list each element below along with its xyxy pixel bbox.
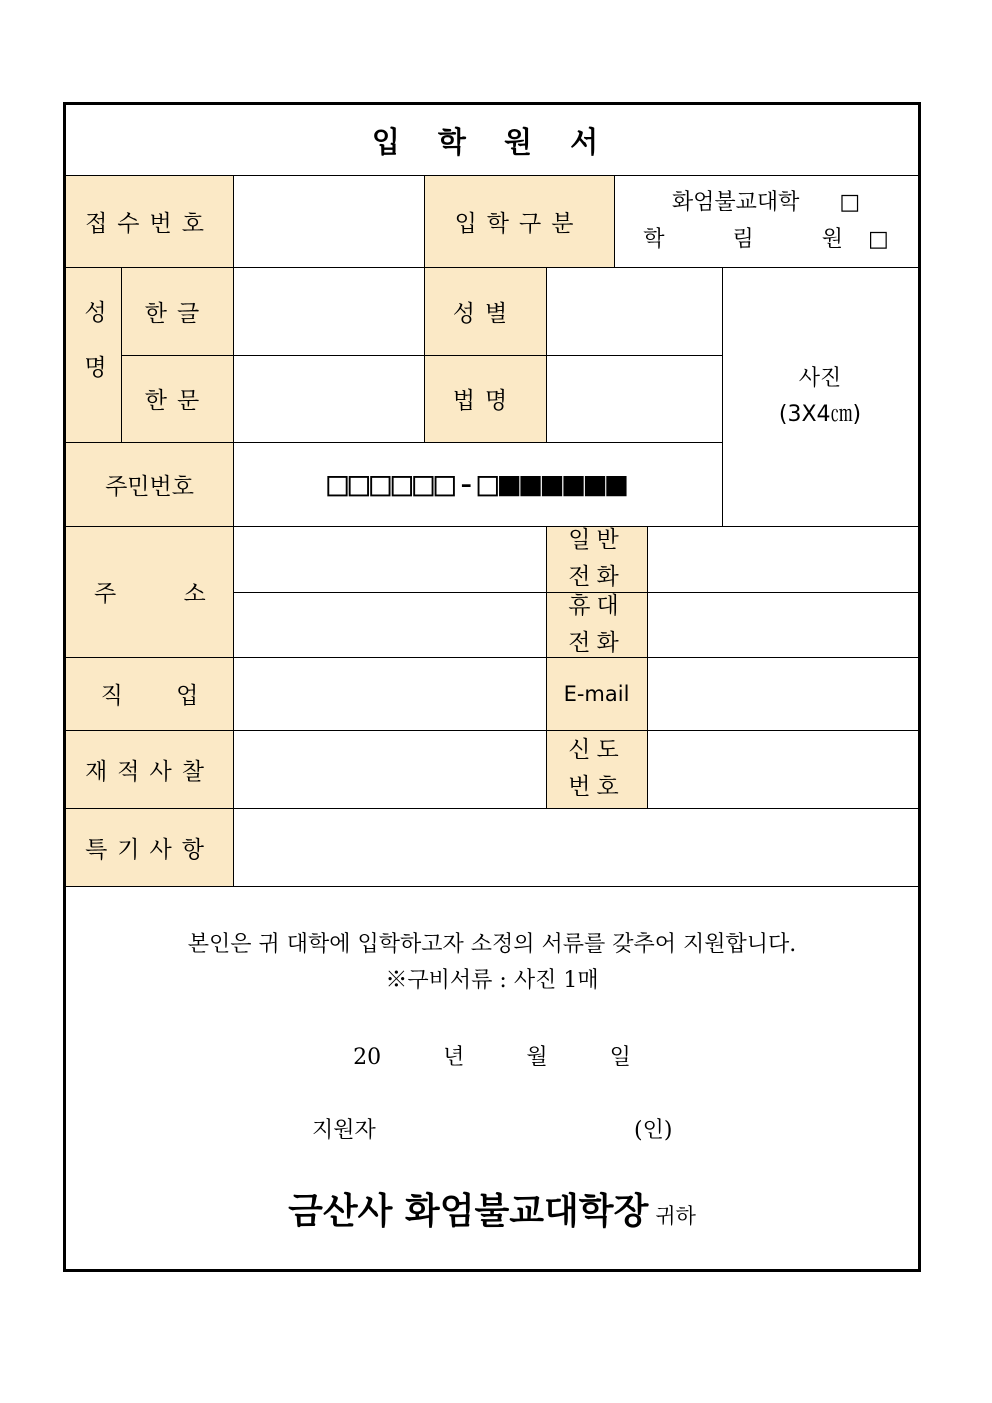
hangul-name-field[interactable] bbox=[233, 267, 424, 355]
date-line bbox=[66, 1040, 918, 1071]
admission-type-label: 입학구분 bbox=[424, 175, 614, 267]
statement: 본인은 귀 대학에 입학하고자 소정의 서류를 갖추어 지원합니다. bbox=[187, 932, 797, 957]
occupation-field[interactable] bbox=[233, 657, 546, 730]
date-month-unit: 월 bbox=[526, 1045, 548, 1070]
address-line-2[interactable] bbox=[233, 592, 546, 657]
option-hwaeom-label: 화엄불교대학 bbox=[671, 190, 800, 215]
believer-no-label-1: 신도 bbox=[568, 737, 625, 763]
home-phone-label bbox=[546, 526, 647, 592]
recipient-line bbox=[66, 1183, 918, 1234]
form-title: 입 학 원 서 bbox=[371, 124, 613, 159]
receipt-no-field[interactable] bbox=[233, 175, 424, 267]
honorific: 귀하 bbox=[655, 1204, 696, 1228]
date-day-unit: 일 bbox=[609, 1045, 631, 1070]
date-year-unit: 년 bbox=[443, 1045, 465, 1070]
option-hakrimwon-checkbox[interactable]: □ bbox=[867, 227, 889, 252]
option-hwaeom-checkbox[interactable]: □ bbox=[839, 190, 861, 215]
name-label-text: 성명 bbox=[80, 299, 106, 410]
admission-form bbox=[63, 102, 921, 1272]
resident-no-field[interactable]: □□□□□□-□■■■■■■ bbox=[327, 464, 628, 504]
temple-label: 재적사찰 bbox=[66, 730, 233, 808]
hanja-name-field[interactable] bbox=[233, 355, 424, 442]
admission-type-options bbox=[614, 175, 918, 267]
address-label-text: 주 소 bbox=[94, 581, 206, 607]
option-hakrimwon[interactable] bbox=[643, 221, 889, 258]
option-hakrimwon-label: 학 림 원 bbox=[643, 227, 861, 252]
temple-field[interactable] bbox=[233, 730, 546, 808]
photo-label: 사진 bbox=[798, 365, 842, 391]
hangul-label: 한글 bbox=[121, 267, 233, 355]
name-label bbox=[66, 267, 121, 442]
email-label: E-mail bbox=[546, 657, 647, 730]
believer-no-label bbox=[546, 730, 647, 808]
resident-no-label: 주민번호 bbox=[66, 442, 233, 526]
recipient: 금산사 화엄불교대학장 bbox=[288, 1191, 649, 1232]
occupation-label bbox=[66, 657, 233, 730]
date-year[interactable]: 20 bbox=[353, 1045, 382, 1070]
mobile-field[interactable] bbox=[647, 592, 918, 657]
notes-label: 특기사항 bbox=[66, 808, 233, 886]
seal-mark[interactable]: (인) bbox=[634, 1118, 673, 1143]
home-phone-label-1: 일반 bbox=[568, 527, 625, 553]
mobile-label bbox=[546, 592, 647, 657]
email-field[interactable] bbox=[647, 657, 918, 730]
home-phone-label-2: 전화 bbox=[568, 564, 625, 590]
gender-label: 성별 bbox=[424, 267, 546, 355]
photo-area[interactable] bbox=[722, 267, 918, 526]
required-documents: ※구비서류 : 사진 1매 bbox=[385, 968, 599, 993]
address-line-1[interactable] bbox=[233, 526, 546, 592]
photo-size: (3X4㎝) bbox=[778, 401, 862, 427]
dharma-name-field[interactable] bbox=[546, 355, 722, 442]
mobile-label-1: 휴대 bbox=[568, 592, 625, 619]
mobile-label-2: 전화 bbox=[568, 629, 625, 656]
believer-no-field[interactable] bbox=[647, 730, 918, 808]
believer-no-label-2: 번호 bbox=[568, 774, 625, 800]
applicant-label: 지원자 bbox=[312, 1118, 376, 1143]
home-phone-field[interactable] bbox=[647, 526, 918, 592]
gender-field[interactable] bbox=[546, 267, 722, 355]
dharma-name-label: 법명 bbox=[424, 355, 546, 442]
receipt-no-label: 접수번호 bbox=[66, 175, 233, 267]
notes-field[interactable] bbox=[233, 808, 918, 886]
hanja-label: 한문 bbox=[121, 355, 233, 442]
address-label bbox=[66, 526, 233, 657]
occupation-label-text: 직 업 bbox=[100, 683, 199, 709]
option-hwaeom[interactable] bbox=[672, 184, 860, 221]
